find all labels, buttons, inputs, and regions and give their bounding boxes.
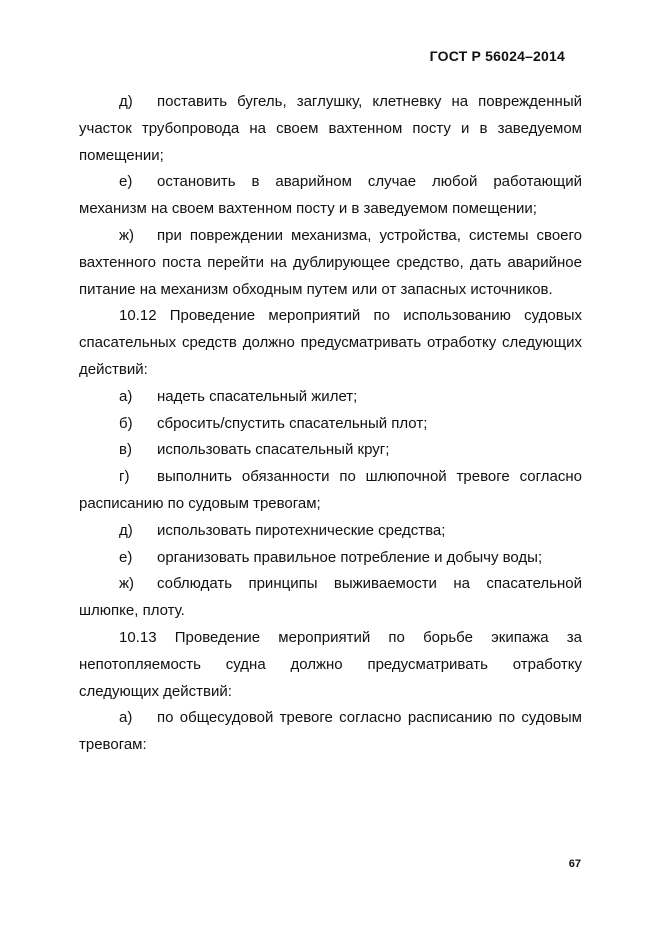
list-item <box>79 705 582 759</box>
document-code: ГОСТ Р 56024–2014 <box>429 48 565 64</box>
item-marker: в) <box>119 441 132 459</box>
item-text: по общесудовой тревоге согласно расписанию по судовым тревогам: <box>79 709 582 754</box>
list-item <box>79 89 582 169</box>
item-text: организовать правильное потребление и добычу воды; <box>157 548 543 566</box>
item-marker: д) <box>119 521 133 539</box>
list-item <box>79 571 582 625</box>
item-marker: е) <box>119 548 133 566</box>
item-marker: е) <box>119 173 133 191</box>
list-item <box>79 518 582 545</box>
item-text: остановить в аварийном случае любой работающий механизм на своем вахтенном посту и в заведуемом помещении; <box>79 173 582 218</box>
item-text: при повреждении механизма, устройства, системы своего вахтенного поста перейти на дублирующее средство, дать аварийное питание на механизм обходным путем или от запасных источников. <box>79 226 582 298</box>
list-item <box>79 464 582 518</box>
list-item <box>79 384 582 411</box>
item-text: надеть спасательный жилет; <box>157 387 358 405</box>
list-item <box>79 545 582 572</box>
item-text: использовать пиротехнические средства; <box>157 521 446 539</box>
list-item <box>79 411 582 438</box>
item-text: выполнить обязанности по шлюпочной тревоге согласно расписанию по судовым тревогам; <box>79 468 582 512</box>
list-item <box>79 437 582 464</box>
item-text: сбросить/спустить спасательный плот; <box>157 414 428 432</box>
item-marker: б) <box>119 414 133 432</box>
item-text: соблюдать принципы выживаемости на спасательной шлюпке, плоту. <box>79 575 582 620</box>
section-paragraph-10-13: 10.13 Проведение мероприятий по борьбе экипажа за непотопляемость судна должно предусматривать отработку следующих действий: <box>79 628 582 700</box>
item-marker: а) <box>119 709 133 727</box>
section-paragraph-10-12: 10.12 Проведение мероприятий по использованию судовых спасательных средств должно предусматривать отработку следующих действий: <box>79 307 582 378</box>
item-marker: ж) <box>119 575 135 593</box>
item-marker: ж) <box>119 226 135 244</box>
list-item <box>79 169 582 223</box>
page-number: 67 <box>568 858 581 870</box>
page-body <box>79 89 582 759</box>
item-text: поставить бугель, заглушку, клетневку на поврежденный участок трубопровода на своем вахтенном посту и в заведуемом помещении; <box>79 93 582 164</box>
item-marker: д) <box>119 93 133 110</box>
item-text: использовать спасательный круг; <box>157 441 390 459</box>
list-item <box>79 223 582 303</box>
item-marker: г) <box>119 468 130 486</box>
item-marker: а) <box>119 387 133 405</box>
